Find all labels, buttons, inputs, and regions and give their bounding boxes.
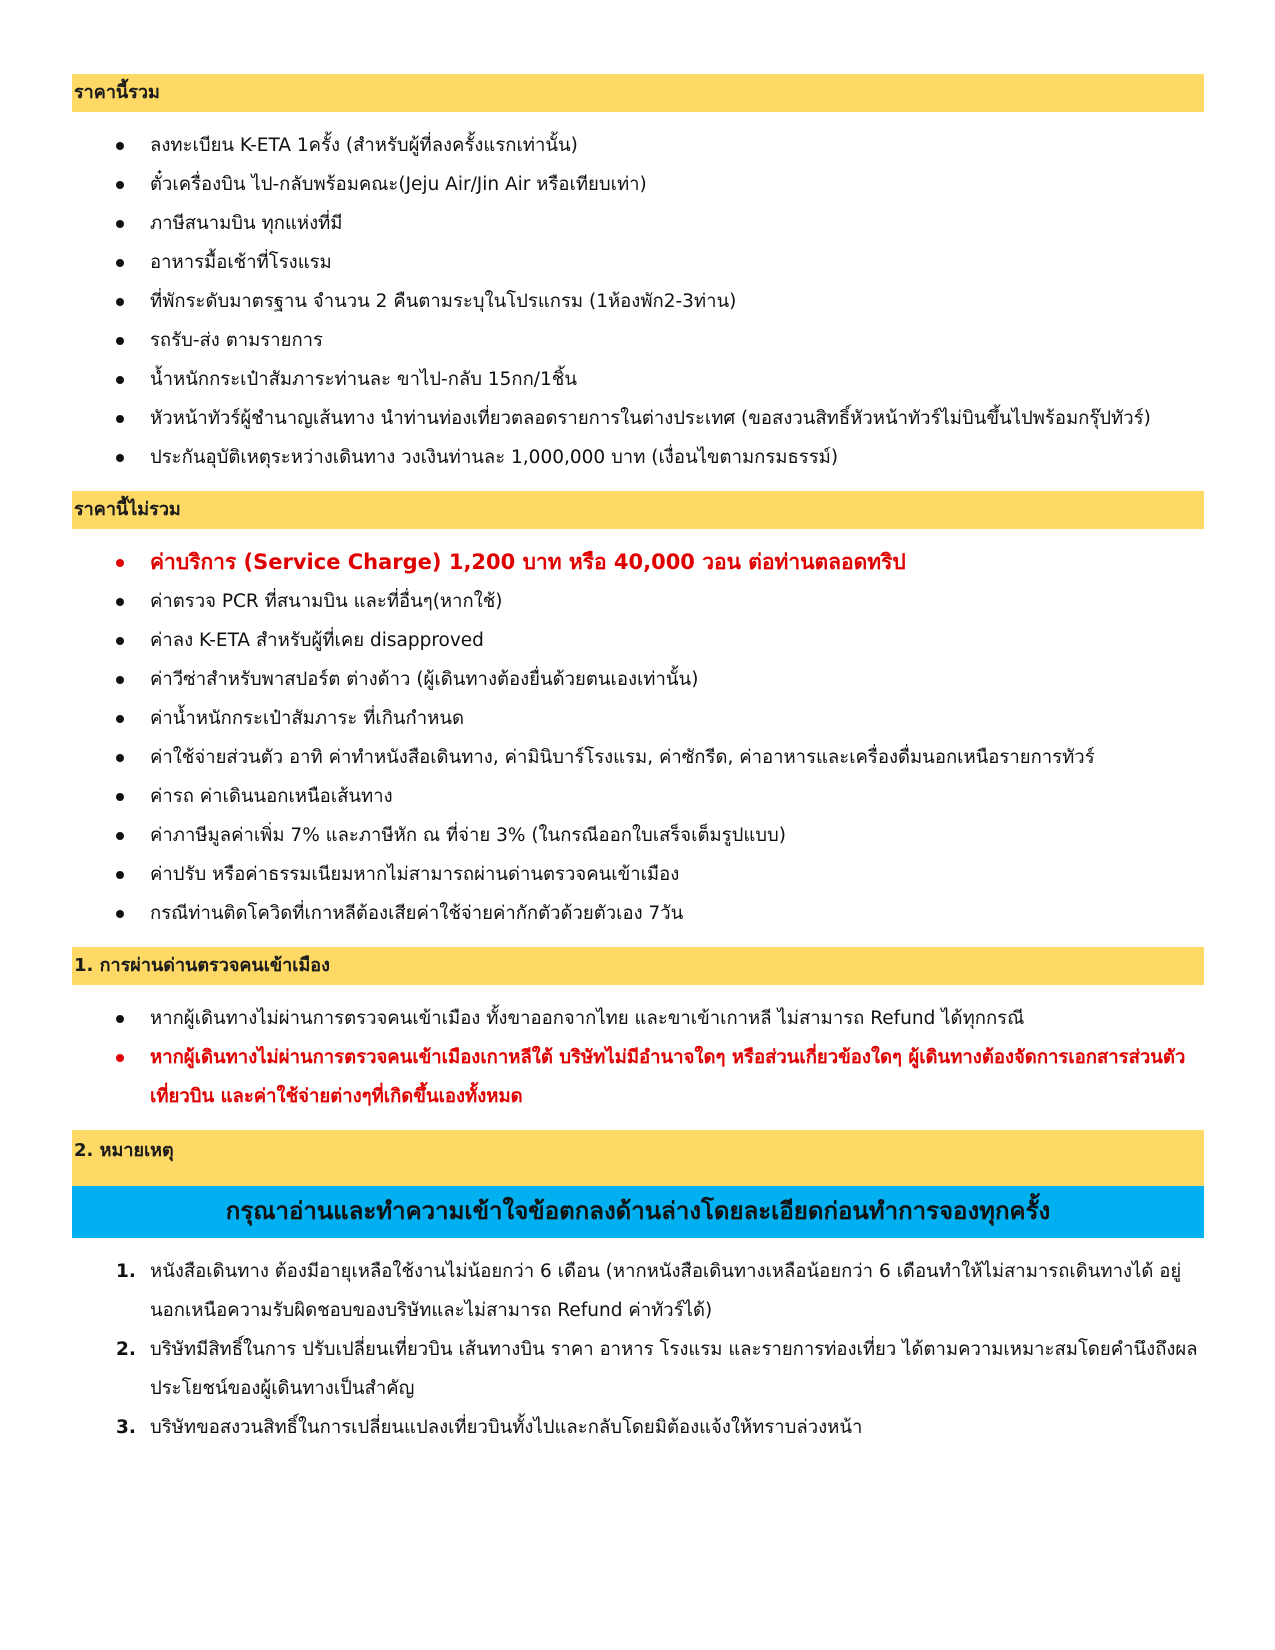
remark-item [72,1330,1204,1408]
list-item: น้ำหนักกระเป๋าสัมภาระท่านละ ขาไป-กลับ 15กก/1ชิ้น [72,360,1204,399]
list-item: ค่าน้ำหนักกระเป๋าสัมภาระ ที่เกินกำหนด [72,699,1204,738]
remark-text: หนังสือเดินทาง ต้องมีอายุเหลือใช้งานไม่น้อยกว่า 6 เดือน (หากหนังสือเดินทางเหลือน้อยกว่า 6 เดือนทำให้ไม่สามารถเดินทางได้ อยู่นอกเหนือความรับผิดชอบของบริษัทและไม่สามารถ Refund ค่าทัวร์ได้) [150,1261,1182,1321]
list-item: ค่าปรับ หรือค่าธรรมเนียมหากไม่สามารถผ่านด่านตรวจคนเข้าเมือง [72,855,1204,894]
list-item: ค่าลง K-ETA สำหรับผู้ที่เคย disapproved [72,621,1204,660]
excluded-list [72,543,1204,933]
list-item-service-charge: ค่าบริการ (Service Charge) 1,200 บาท หรือ 40,000 วอน ต่อท่านตลอดทริป [72,543,1204,582]
remark-item [72,1408,1204,1447]
list-item: อาหารมื้อเช้าที่โรงแรม [72,243,1204,282]
list-item: ค่าวีซ่าสำหรับพาสปอร์ต ต่างด้าว (ผู้เดินทางต้องยื่นด้วยตนเองเท่านั้น) [72,660,1204,699]
reading-banner: กรุณาอ่านและทำความเข้าใจข้อตกลงด้านล่างโดยละเอียดก่อนทำการจองทุกครั้ง [72,1186,1204,1238]
remark-number: 2. [116,1339,136,1360]
list-item: ค่าใช้จ่ายส่วนตัว อาทิ ค่าทำหนังสือเดินทาง, ค่ามินิบาร์โรงแรม, ค่าซักรีด, ค่าอาหารและเครื่องดื่มนอกเหนือรายการทัวร์ [72,738,1204,777]
list-item: กรณีท่านติดโควิดที่เกาหลีต้องเสียค่าใช้จ่ายค่ากักตัวด้วยตัวเอง 7วัน [72,894,1204,933]
section-header-immigration: 1. การผ่านด่านตรวจคนเข้าเมือง [72,947,1204,985]
list-item: ค่ารถ ค่าเดินนอกเหนือเส้นทาง [72,777,1204,816]
section-header-included: ราคานี้รวม [72,74,1204,112]
immigration-list [72,999,1204,1116]
list-item: ประกันอุบัติเหตุระหว่างเดินทาง วงเงินท่านละ 1,000,000 บาท (เงื่อนไขตามกรมธรรม์) [72,438,1204,477]
remark-number: 1. [116,1261,136,1282]
remark-text: บริษัทมีสิทธิ์ในการ ปรับเปลี่ยนเที่ยวบิน เส้นทางบิน ราคา อาหาร โรงแรม และรายการท่องเที่ยว ได้ตามความเหมาะสมโดยคำนึงถึงผลประโยชน์ของผู้เดินทางเป็นสำคัญ [150,1339,1198,1399]
list-item: รถรับ-ส่ง ตามรายการ [72,321,1204,360]
remark-number: 3. [116,1417,136,1438]
included-list [72,126,1204,477]
section-header-remarks: 2. หมายเหตุ [72,1130,1204,1186]
list-item: หากผู้เดินทางไม่ผ่านการตรวจคนเข้าเมือง ทั้งขาออกจากไทย และขาเข้าเกาหลี ไม่สามารถ Refund ได้ทุกกรณี [72,999,1204,1038]
document-page [72,74,1204,1447]
list-item-alert: หากผู้เดินทางไม่ผ่านการตรวจคนเข้าเมืองเกาหลีใต้ บริษัทไม่มีอำนาจใดๆ หรือส่วนเกี่ยวข้องใดๆ ผู้เดินทางต้องจัดการเอกสารส่วนตัว เที่ยวบิน และค่าใช้จ่ายต่างๆที่เกิดขึ้นเองทั้งหมด [72,1038,1204,1116]
list-item: ที่พักระดับมาตรฐาน จำนวน 2 คืนตามระบุในโปรแกรม (1ห้องพัก2-3ท่าน) [72,282,1204,321]
list-item: ค่าภาษีมูลค่าเพิ่ม 7% และภาษีหัก ณ ที่จ่าย 3% (ในกรณีออกใบเสร็จเต็มรูปแบบ) [72,816,1204,855]
list-item: ภาษีสนามบิน ทุกแห่งที่มี [72,204,1204,243]
list-item: หัวหน้าทัวร์ผู้ชำนาญเส้นทาง นำท่านท่องเที่ยวตลอดรายการในต่างประเทศ (ขอสงวนสิทธิ์หัวหน้าทัวร์ไม่บินขึ้นไปพร้อมกรุ๊ปทัวร์) [72,399,1204,438]
remark-text: บริษัทขอสงวนสิทธิ์ในการเปลี่ยนแปลงเที่ยวบินทั้งไปและกลับโดยมิต้องแจ้งให้ทราบล่วงหน้า [150,1417,863,1438]
list-item: ลงทะเบียน K-ETA 1ครั้ง (สำหรับผู้ที่ลงครั้งแรกเท่านั้น) [72,126,1204,165]
list-item: ตั๋วเครื่องบิน ไป-กลับพร้อมคณะ(Jeju Air/Jin Air หรือเทียบเท่า) [72,165,1204,204]
list-item: ค่าตรวจ PCR ที่สนามบิน และที่อื่นๆ(หากใช้) [72,582,1204,621]
remarks-list [72,1252,1204,1447]
remark-item [72,1252,1204,1330]
section-header-excluded: ราคานี้ไม่รวม [72,491,1204,529]
